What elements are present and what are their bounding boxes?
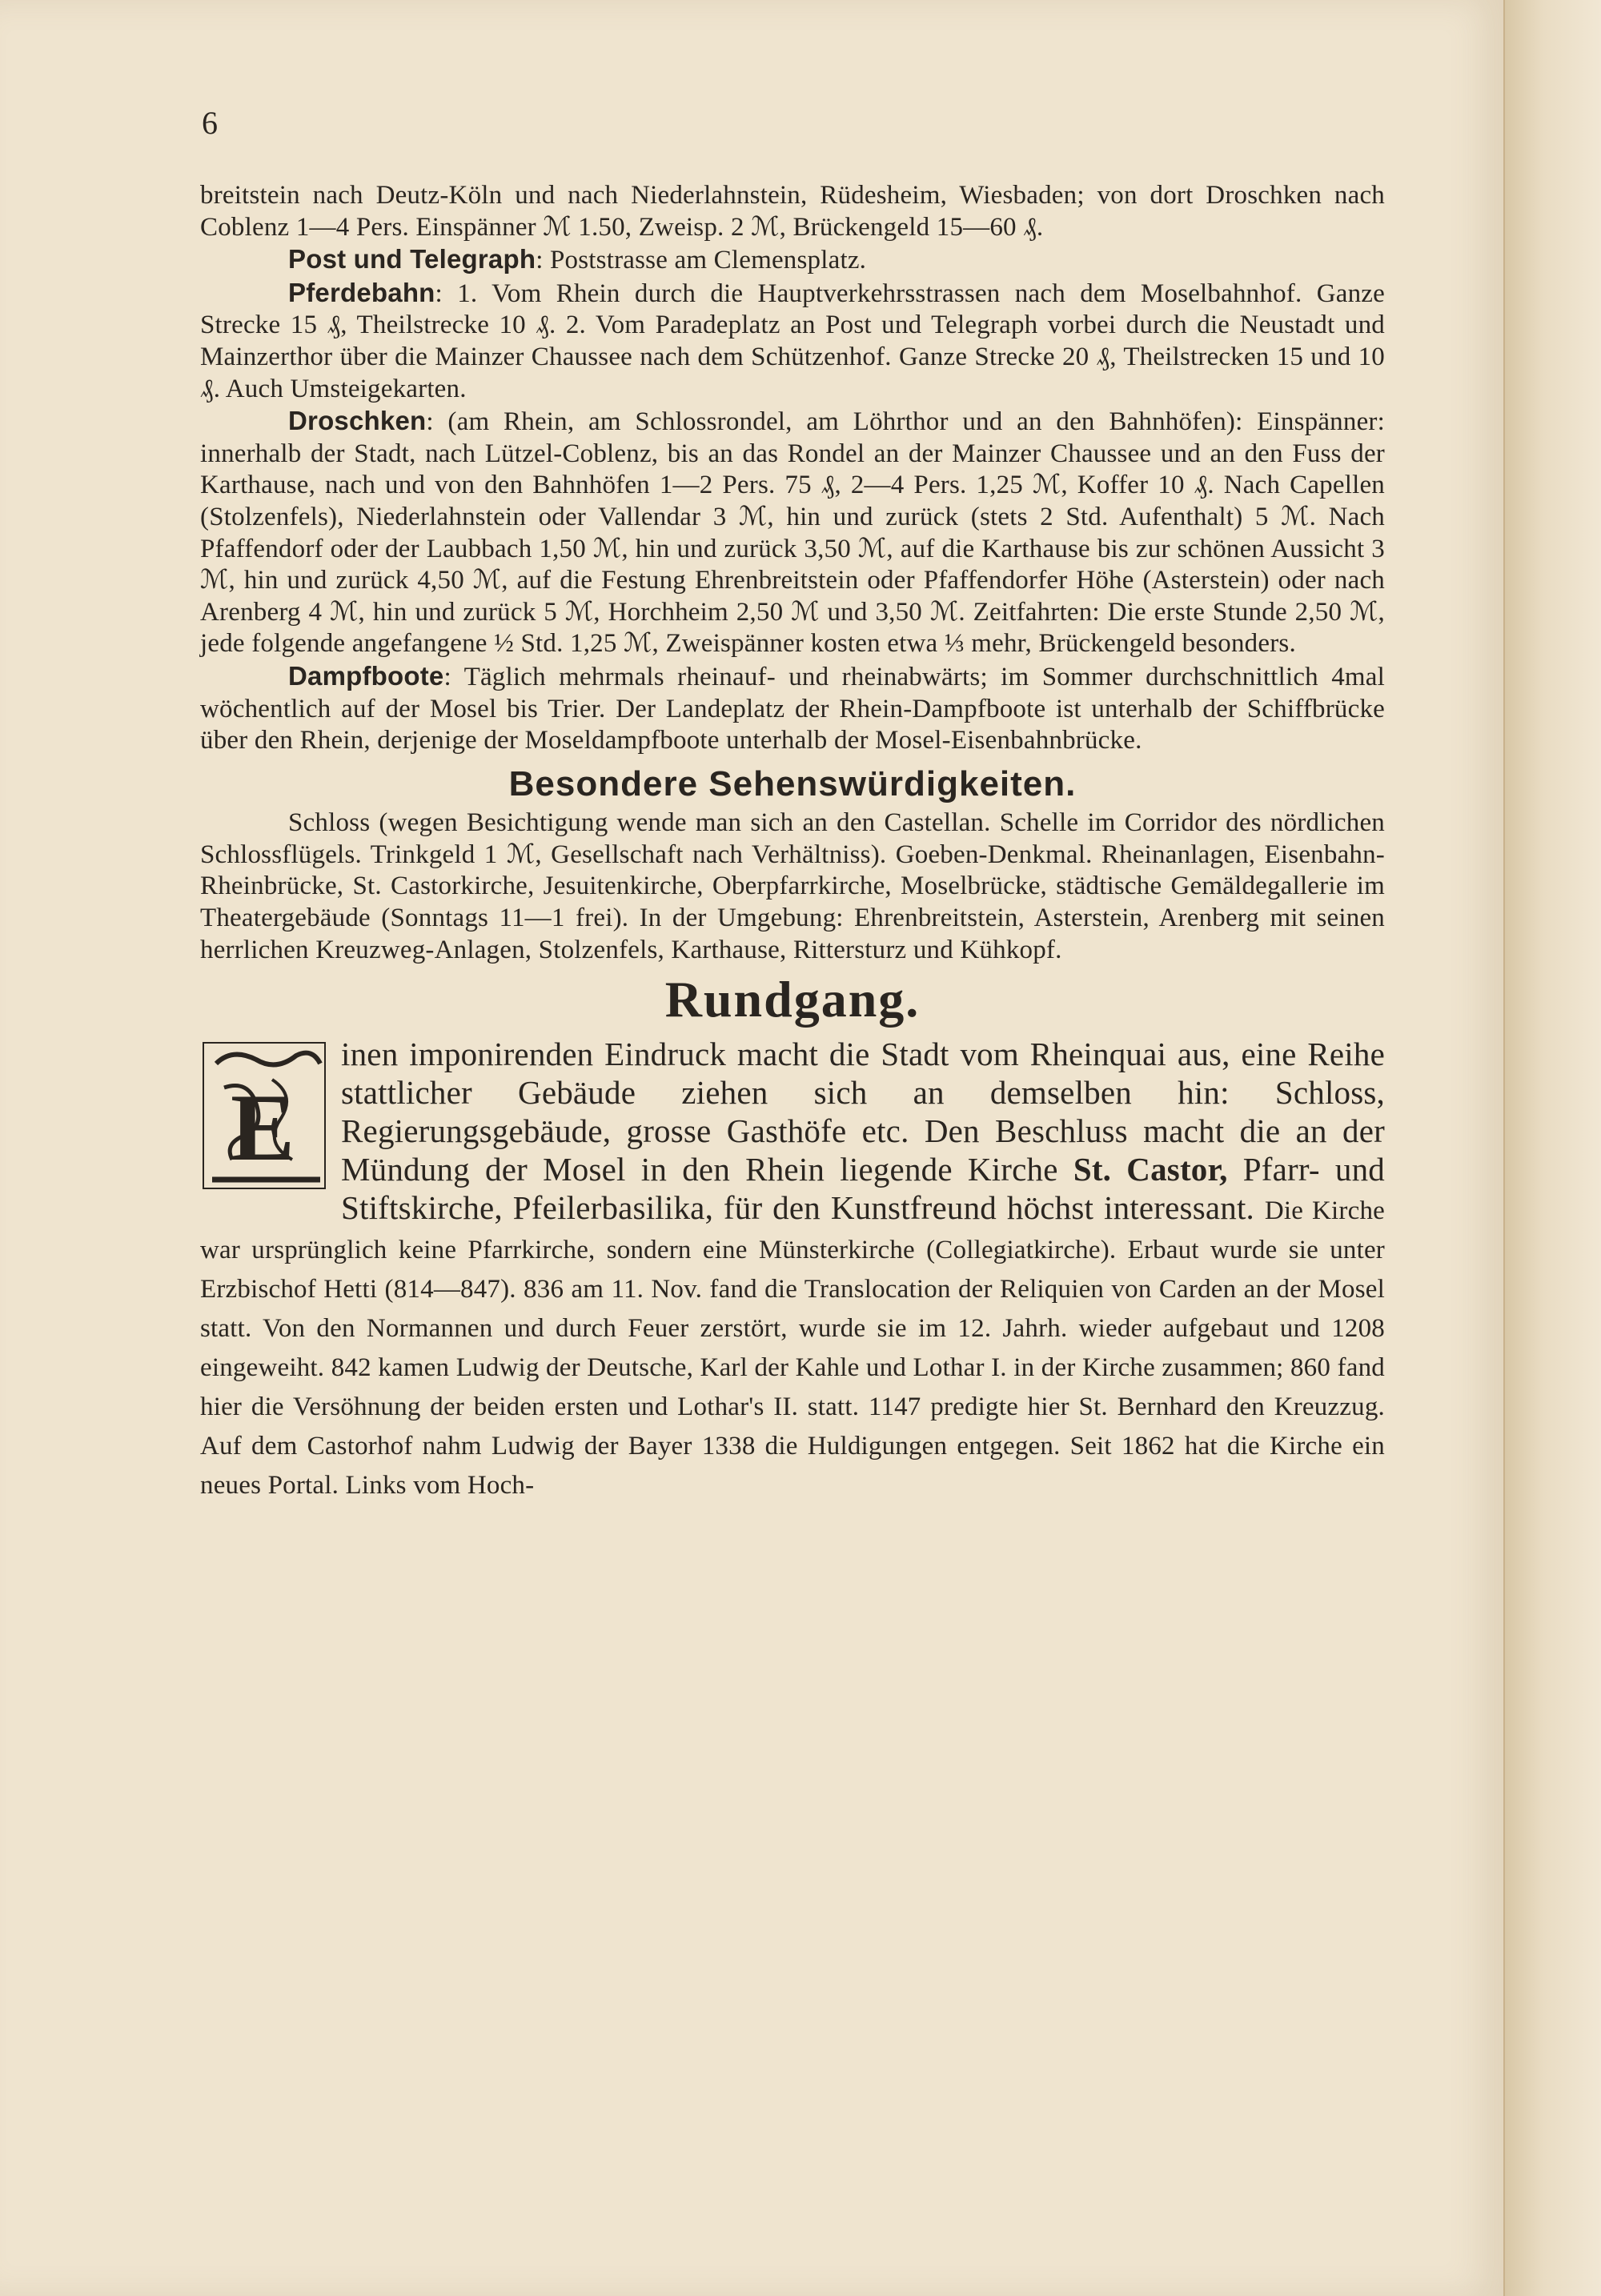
dampfboote-label: Dampfboote [288, 660, 444, 691]
rundgang-heading: Rundgang. [664, 971, 921, 1028]
page-number: 6 [202, 105, 218, 141]
droschken-paragraph [200, 405, 1385, 660]
rundgang-section [200, 1035, 1385, 1502]
post-label: Post und Telegraph [288, 244, 536, 274]
ornamental-initial-icon [200, 1040, 328, 1192]
post-text: : Poststrasse am Clemensplatz. [536, 246, 867, 275]
sehenswuerdigkeiten-paragraph: Schloss (wegen Besichtigung wende man sich an den Castellan. Schelle im Corridor des nördlichen Schlossflügels. Trinkgeld 1 ℳ, Gesellschaft nach Verhältniss). Goeben-Denkmal. Rheinanlagen, Eisenbahn-Rheinbrücke, St. Castorkirche, Jesuitenkirche, Oberpfarrkirche, Moselbrücke, städtische Gemäldegallerie im Theatergebäude (Sonntags 11—1 frei). In der Umgebung: Ehrenbreitstein, Asterstein, Arenberg mit seinen herrlichen Kreuzweg-Anlagen, Stolzenfels, Karthause, Rittersturz und Kühkopf. [200, 808, 1385, 964]
pferdebahn-paragraph [200, 277, 1385, 405]
droschken-text: : (am Rhein, am Schlossrondel, am Löhrthor und an den Bahnhöfen): Einspänner: innerhalb der Stadt, nach Lützel-Coblenz, bis an das Rondel an der Mainzer Chaussee und an den Fuss der Karthause, nach und von den Bahnhöfen 1—2 Pers. 75 ₰, 2—4 Pers. 1,25 ℳ, Koffer 10 ₰. Nach Capellen (Stolzenfels), Niederlahnstein oder Vallendar 3 ℳ, hin und zurück (stets 2 Std. Aufenthalt) 5 ℳ. Nach Pfaffendorf oder der Laubbach 1,50 ℳ, hin und zurück 3,50 ℳ, auf die Karthause bis zur schönen Aussicht 3 ℳ, hin und zurück 4,50 ℳ, auf die Festung Ehrenbreitstein oder Pfaffendorfer Höhe (Asterstein) oder nach Arenberg 4 ℳ, hin und zurück 5 ℳ, Horchheim 2,50 ℳ und 3,50 ℳ. Zeitfahrten: Die erste Stunde 2,50 ℳ, jede folgende angefangene ½ Std. 1,25 ℳ, Zweispänner kosten etwa ⅓ mehr, Brückengeld besonders. [200, 407, 1385, 659]
initial-letter: E [231, 1073, 295, 1180]
post-paragraph [200, 243, 1385, 277]
droschken-label: Droschken [288, 406, 427, 436]
rundgang-paragraph [200, 1035, 1385, 1502]
book-spine [1503, 0, 1601, 2296]
dampfboote-text: : Täglich mehrmals rheinauf- und rheinabwärts; im Sommer durchschnittlich 4mal wöchentlich auf der Mosel bis Trier. Der Landeplatz der Rhein-Dampfboote ist unterhalb der Schiffbrücke über den Rhein, derjenige der Moseldampfboote unterhalb der Mosel-Eisenbahnbrücke. [200, 662, 1385, 755]
rundgang-text-2: Pfarr- und Stiftskirche, Pfeilerbasilika, für den Kunstfreund höchst interessant. [341, 1150, 1385, 1226]
rundgang-castor: St. Castor, [1073, 1150, 1228, 1188]
intro-paragraph: breitstein nach Deutz-Köln und nach Niederlahnstein, Rüdesheim, Wiesbaden; von dort Droschken nach Coblenz 1—4 Pers. Einspänner ℳ 1.50, Zweisp. 2 ℳ, Brückengeld 15—60 ₰. [200, 181, 1385, 242]
dampfboote-paragraph [200, 660, 1385, 757]
rundgang-text-1: inen imponirenden Eindruck macht die Stadt vom Rheinquai aus, eine Reihe stattlicher Gebäude ziehen sich an demselben hin: Schloss, Regierungsgebäude, grosse Gasthöfe etc. Den Beschluss macht die an der Mündung der Mosel in den Rhein liegende Kirche [341, 1035, 1385, 1188]
page-content [200, 180, 1385, 1502]
sehenswuerdigkeiten-heading: Besondere Sehenswürdigkeiten. [508, 763, 1077, 803]
pferdebahn-label: Pferdebahn [288, 277, 435, 307]
rundgang-small-text: Die Kirche war ursprünglich keine Pfarrkirche, sondern eine Münsterkirche (Collegiatkirche). Erbaut wurde sie unter Erzbischof Hetti (814—847). 836 am 11. Nov. fand die Translocation der Reliquien von Carden an der Mosel statt. Von den Normannen und durch Feuer zerstört, wurde sie im 12. Jahrh. wieder aufgebaut und 1208 eingeweiht. 842 kamen Ludwig der Deutsche, Karl der Kahle und Lothar I. in der Kirche zusammen; 860 fand hier die Versöhnung der beiden ersten und Lothar's II. statt. 1147 predigte hier St. Bernhard den Kreuzzug. Auf dem Castorhof nahm Ludwig der Bayer 1338 die Huldigungen entgegen. Seit 1862 hat die Kirche ein neues Portal. Links vom Hoch- [200, 1196, 1385, 1500]
pferdebahn-text: : 1. Vom Rhein durch die Hauptverkehrsstrassen nach dem Moselbahnhof. Ganze Strecke 15 ₰, Theilstrecke 10 ₰. 2. Vom Paradeplatz an Post und Telegraph vorbei durch die Neustadt und Mainzerthor über die Mainzer Chaussee nach dem Schützenhof. Ganze Strecke 20 ₰, Theilstrecken 15 und 10 ₰. Auch Umsteigekarten. [200, 278, 1385, 403]
